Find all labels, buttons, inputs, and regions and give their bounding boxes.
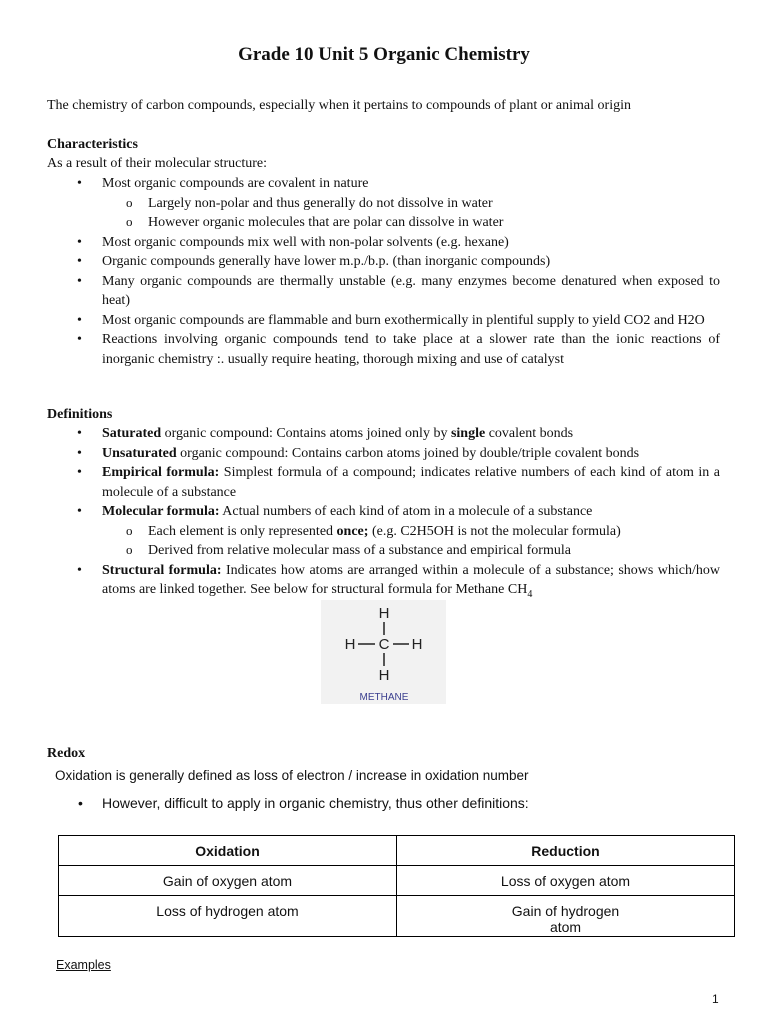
- list-item: o Largely non-polar and thus generally do not dissolve in water: [102, 194, 720, 214]
- redox-heading: Redox: [47, 746, 86, 761]
- intro-text: The chemistry of carbon compounds, especially when it pertains to compounds of plant or animal origin: [47, 98, 631, 113]
- definitions-list: [47, 424, 720, 604]
- redox-bullet: [78, 795, 529, 811]
- list-item: o However organic molecules that are polar can dissolve in water: [102, 213, 720, 233]
- column-header-reduction: Reduction: [397, 836, 735, 866]
- table-row: [59, 896, 735, 937]
- examples-label: Examples: [56, 958, 111, 972]
- definition-text: Simplest formula of a compound; indicates relative numbers of each kind of atom in a molecule of a substance: [102, 465, 721, 500]
- redox-table: [58, 835, 735, 937]
- sub-list: [102, 194, 720, 233]
- atom-h-right: H: [411, 636, 423, 653]
- sub-text: (e.g. C2H5OH is not the molecular formula): [368, 523, 621, 539]
- methane-structure-figure: [321, 600, 446, 704]
- emphasis: once;: [336, 523, 369, 539]
- bullet-text: Most organic compounds are covalent in nature: [102, 176, 369, 191]
- sub-text: Each element is only represented: [148, 523, 337, 539]
- column-header-oxidation: Oxidation: [59, 836, 397, 866]
- page-number: 1: [712, 992, 719, 1006]
- methane-diagram: [321, 600, 446, 704]
- atom-h-bottom: H: [378, 667, 390, 684]
- definition-text: Indicates how atoms are arranged within a molecule of a substance; shows which/how atoms are linked together. See below for structural formula for Methane CH: [102, 562, 721, 597]
- bullet-text: However, difficult to apply in organic chemistry, thus other definitions:: [102, 795, 529, 811]
- table-cell: Loss of hydrogen atom: [59, 896, 397, 937]
- list-item: • Organic compounds generally have lower m.p./b.p. (than inorganic compounds): [47, 252, 720, 272]
- definition-text: organic compound: Contains carbon atoms joined by double/triple covalent bonds: [176, 445, 640, 461]
- document-title: Grade 10 Unit 5 Organic Chemistry: [238, 44, 530, 65]
- redox-definition: Oxidation is generally defined as loss of electron / increase in oxidation number: [55, 768, 529, 783]
- term: Saturated: [102, 426, 162, 441]
- list-item: [47, 463, 720, 502]
- atom-h-left: H: [344, 636, 356, 653]
- characteristics-list: [47, 174, 720, 369]
- list-item: [47, 424, 720, 444]
- table-cell: Gain of oxygen atom: [59, 866, 397, 896]
- term: Empirical formula:: [102, 465, 220, 480]
- methane-caption: METHANE: [359, 692, 409, 703]
- table-header-row: [59, 836, 735, 866]
- list-item: • Most organic compounds are flammable and burn exothermically in plentiful supply to yield CO2 and H2O: [47, 311, 720, 331]
- emphasis: single: [450, 426, 486, 441]
- list-item: • Reactions involving organic compounds tend to take place at a slower rate than the ionic reactions of inorganic chemistry :. usually require heating, thorough mixing and use of catalyst: [47, 330, 720, 369]
- sub-list: [102, 522, 720, 561]
- list-item: [47, 444, 720, 464]
- definitions-heading: Definitions: [47, 407, 113, 422]
- table-cell: Gain of hydrogen atom: [397, 896, 735, 937]
- list-item: • Most organic compounds mix well with non-polar solvents (e.g. hexane): [47, 233, 720, 253]
- atom-h-top: H: [378, 605, 390, 622]
- term: Unsaturated: [102, 445, 177, 461]
- list-item: [102, 522, 720, 542]
- list-item: o Derived from relative molecular mass of a substance and empirical formula: [102, 541, 720, 561]
- definition-text: organic compound: Contains atoms joined only by: [161, 426, 451, 441]
- list-item: • Many organic compounds are thermally unstable (e.g. many enzymes become denatured when exposed to heat): [47, 272, 720, 311]
- atom-c: C: [378, 636, 390, 653]
- list-item: [47, 561, 720, 605]
- list-item: [47, 174, 720, 233]
- definition-text: covalent bonds: [485, 426, 574, 441]
- table-row: [59, 866, 735, 896]
- term: Structural formula:: [102, 562, 222, 578]
- definition-text: Actual numbers of each kind of atom in a molecule of a substance: [219, 504, 593, 519]
- subscript: 4: [527, 588, 533, 600]
- characteristics-heading: Characteristics: [47, 137, 138, 152]
- bullet-marker: •: [78, 795, 83, 811]
- table-cell: Loss of oxygen atom: [397, 866, 735, 896]
- term: Molecular formula:: [102, 504, 220, 519]
- list-item: [47, 502, 720, 561]
- characteristics-lead: As a result of their molecular structure:: [47, 156, 268, 171]
